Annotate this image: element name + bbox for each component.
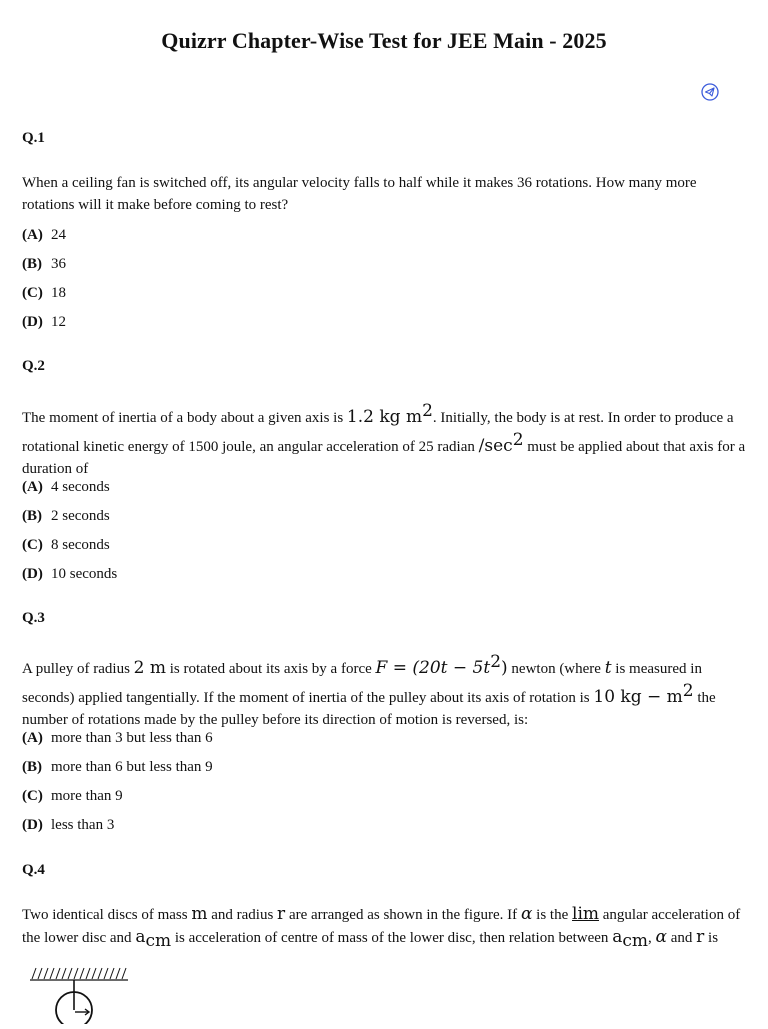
- page-title: Quizrr Chapter-Wise Test for JEE Main - 2025: [161, 28, 607, 53]
- option-text: more than 9: [51, 788, 123, 804]
- option-text: 18: [51, 285, 66, 301]
- question-4-label: Q.4: [22, 862, 45, 878]
- question-2-option-d[interactable]: [22, 566, 117, 583]
- question-3-option-b[interactable]: [22, 759, 213, 776]
- option-letter: (D): [22, 314, 43, 330]
- option-text: less than 3: [51, 817, 115, 833]
- option-letter: (C): [22, 285, 43, 301]
- option-letter: (C): [22, 788, 43, 804]
- question-1-text: When a ceiling fan is switched off, its angular velocity falls to half while it makes 36 rotations. How many more rotations will it make before coming to rest?: [22, 175, 697, 213]
- question-2-option-a[interactable]: [22, 479, 110, 496]
- disc-figure: [28, 962, 138, 1029]
- option-letter: (A): [22, 730, 43, 746]
- option-text: 8 seconds: [51, 537, 110, 553]
- question-3-option-a[interactable]: [22, 730, 213, 747]
- option-text: 36: [51, 256, 66, 272]
- option-text: 12: [51, 314, 66, 330]
- option-letter: (B): [22, 508, 42, 524]
- question-2-label: Q.2: [22, 358, 45, 374]
- question-3-option-d[interactable]: [22, 817, 114, 834]
- question-1-option-b[interactable]: [22, 256, 66, 273]
- option-letter: (C): [22, 537, 43, 553]
- question-1-option-d[interactable]: [22, 314, 66, 331]
- option-letter: (D): [22, 566, 43, 582]
- question-2-option-b[interactable]: [22, 508, 110, 525]
- option-letter: (B): [22, 256, 42, 272]
- option-text: 24: [51, 227, 66, 243]
- option-text: more than 6 but less than 9: [51, 759, 213, 775]
- option-letter: (B): [22, 759, 42, 775]
- question-1-label: Q.1: [22, 130, 45, 146]
- option-text: 2 seconds: [51, 508, 110, 524]
- option-letter: (A): [22, 227, 43, 243]
- question-1-option-c[interactable]: [22, 285, 66, 302]
- question-3-option-c[interactable]: [22, 788, 123, 805]
- option-letter: (A): [22, 479, 43, 495]
- option-text: 4 seconds: [51, 479, 110, 495]
- option-letter: (D): [22, 817, 43, 833]
- option-text: 10 seconds: [51, 566, 118, 582]
- option-text: more than 3 but less than 6: [51, 730, 213, 746]
- question-1-option-a[interactable]: [22, 227, 66, 244]
- question-4-text: Two identical discs of mass m and radius r are arranged as shown in the figure. If α is the lim angular acceleration of the lower disc and $a_{cm}$ is acceleration of centre of mass of the lower disc, then relation between $a_{cm}$, α and r is: [22, 904, 741, 951]
- question-2-option-c[interactable]: [22, 537, 110, 554]
- question-2-text: The moment of inertia of a body about a given axis is 1.2 kg $m^2$. Initially, the body is at rest. In order to produce a rotational kinetic energy of 1500 joule, an angular acceleration of 25 radian $/\sec^2$ must be applied about that axis for a duration of: [22, 401, 746, 477]
- question-3-label: Q.3: [22, 610, 45, 626]
- share-icon[interactable]: [701, 83, 719, 101]
- question-3-text: A pulley of radius 2 m is rotated about its axis by a force $F = (20t - 5t^2)$ newton (where t is measured in seconds) applied tangentially. If the moment of inertia of the pulley about its axis of rotation is 10 kg − $m^2$ the number of rotations made by the pulley before its direction of motion is reversed, is:: [22, 652, 716, 728]
